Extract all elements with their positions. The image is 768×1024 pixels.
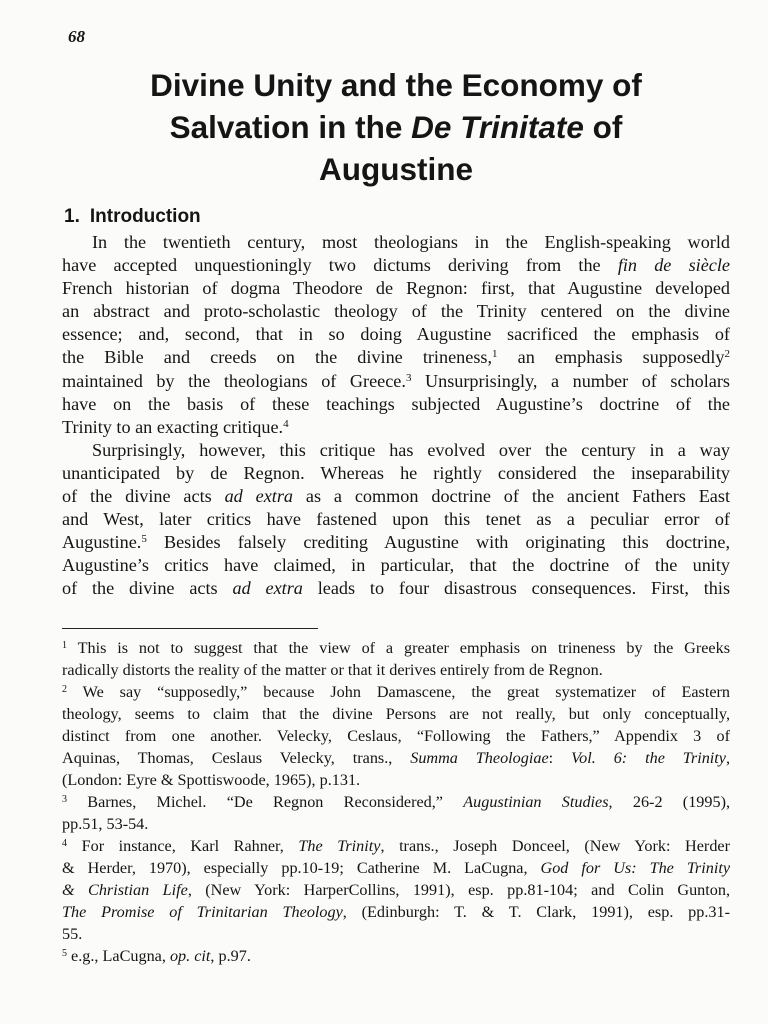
- chapter-title: [62, 64, 730, 190]
- body-line: In the twentieth century, most theologians in the English-speaking world: [92, 232, 730, 252]
- body-line: [62, 254, 730, 277]
- body-text-run: Trinity to an exacting critique.: [62, 416, 284, 437]
- body-line: French historian of dogma Theodore de Regnon: first, that Augustine developed: [62, 278, 730, 299]
- footnote-line: theology, seems to claim that the divine Persons are not really, but only conceptually,: [62, 705, 730, 723]
- body-text-run: of the divine acts: [62, 486, 225, 507]
- footnote-text: , (New York: HarperCollins, 1991), esp. pp.81-104; and Colin Gunton,: [187, 881, 730, 899]
- footnote-text: , 26-2 (1995),: [608, 793, 731, 811]
- footnote-2: [62, 681, 730, 703]
- section-title: Introduction: [89, 206, 201, 227]
- body-line: [62, 370, 730, 393]
- body-line: [62, 346, 730, 369]
- footnote-ref-3[interactable]: 3: [405, 371, 412, 384]
- footnote-mark: 5: [62, 948, 67, 959]
- body-line: essence; and, second, that in so doing Augustine sacrificed the emphasis of: [62, 324, 730, 345]
- body-line: [62, 577, 730, 600]
- footnote-text: We say “supposedly,” because John Damascene, the great systematizer of Eastern: [82, 683, 730, 701]
- body-italic-run: fin de siècle: [617, 255, 730, 276]
- footnote-text: e.g., LaCugna,: [71, 947, 170, 965]
- footnote-text: Barnes, Michel. “De Regnon Reconsidered,”: [87, 793, 464, 811]
- body-line: Surprisingly, however, this critique has evolved over the century in a way: [92, 439, 730, 460]
- footnotes: [62, 637, 730, 967]
- body-line: [62, 416, 730, 439]
- footnote-4: [62, 835, 730, 857]
- footnote-italic-text: The Promise of Trinitarian Theology: [62, 903, 343, 921]
- body-line: have on the basis of these teachings subjected Augustine’s doctrine of the: [62, 393, 730, 414]
- footnote-ref-2[interactable]: 2: [724, 348, 730, 361]
- body-text-run: as a common doctrine of the ancient Fathers East: [293, 486, 731, 507]
- body-text-run: leads to four disastrous consequences. First, this: [302, 578, 731, 599]
- footnote-line: [62, 857, 730, 879]
- title-line-2: [62, 106, 730, 148]
- footnote-text: :: [548, 749, 572, 767]
- section-heading: [64, 206, 201, 228]
- body-line: an abstract and proto-scholastic theology of the Trinity centered on the divine: [62, 301, 730, 322]
- footnote-mark: 4: [62, 838, 67, 849]
- footnote-line: 55.: [62, 925, 83, 943]
- footnote-text: , trans., Joseph Donceel, (New York: Herder: [380, 837, 730, 855]
- title-italic-text: De Trinitate: [411, 109, 584, 145]
- footnote-mark: 2: [62, 684, 67, 695]
- title-line-3: Augustine: [319, 151, 473, 187]
- footnote-mark: 3: [62, 794, 67, 805]
- body-line: Augustine’s critics have claimed, in particular, that the doctrine of the unity: [62, 555, 730, 576]
- body-text-run: of the divine acts: [62, 578, 233, 599]
- footnote-line: [62, 879, 730, 901]
- section-number: 1.: [64, 206, 80, 227]
- footnote-italic-text: Augustinian Studies: [463, 793, 609, 811]
- footnote-line: distinct from one another. Velecky, Ceslaus, “Following the Fathers,” Appendix 3 of: [62, 727, 730, 745]
- footnote-3: [62, 791, 730, 813]
- footnote-text: ,: [725, 749, 731, 767]
- body-text-run: the Bible and creeds on the divine trineness,: [62, 347, 493, 368]
- body-italic-run: ad extra: [224, 486, 294, 507]
- body-line: [62, 485, 730, 508]
- page-number: 68: [68, 27, 85, 46]
- body-italic-run: ad extra: [232, 578, 303, 599]
- title-text: of: [583, 109, 623, 145]
- footnote-1: [62, 637, 730, 659]
- footnote-text: , p.97.: [210, 947, 251, 965]
- body-text: [62, 231, 730, 601]
- footnote-italic-text: Summa Theologiae: [410, 749, 549, 767]
- footnote-line: [62, 901, 730, 923]
- title-text: Salvation in the: [169, 109, 412, 145]
- footnote-line: [62, 747, 730, 769]
- footnote-text: , (Edinburgh: T. & T. Clark, 1991), esp. pp.31-: [342, 903, 730, 921]
- footnote-divider: [62, 628, 318, 629]
- footnote-5: [62, 945, 730, 967]
- title-line-1: Divine Unity and the Economy of: [150, 67, 642, 103]
- body-text-run: Augustine.: [62, 532, 142, 553]
- footnote-italic-text: The Trinity: [298, 837, 381, 855]
- body-text-run: maintained by the theologians of Greece.: [62, 370, 406, 391]
- footnote-text: & Herder, 1970), especially pp.10-19; Catherine M. LaCugna,: [62, 859, 541, 877]
- footnote-line: pp.51, 53-54.: [62, 815, 149, 833]
- footnote-ref-4[interactable]: 4: [283, 417, 289, 430]
- footnote-mark: 1: [62, 640, 67, 651]
- body-text-run: have accepted unquestioningly two dictums deriving from the: [62, 255, 618, 276]
- footnote-italic-text: & Christian Life: [62, 881, 188, 899]
- footnote-italic-text: op. cit: [169, 947, 211, 965]
- footnote-text: For instance, Karl Rahner,: [81, 837, 299, 855]
- body-line: [62, 531, 730, 554]
- body-text-run: an emphasis supposedly: [497, 347, 725, 368]
- body-text-run: Unsurprisingly, a number of scholars: [411, 370, 730, 391]
- footnote-italic-text: God for Us: The Trinity: [540, 859, 731, 877]
- body-line: unanticipated by de Regnon. Whereas he rightly considered the inseparability: [62, 462, 730, 483]
- footnote-line: (London: Eyre & Spottiswoode, 1965), p.131.: [62, 771, 361, 789]
- footnote-line: radically distorts the reality of the matter or that it derives entirely from de Regnon.: [62, 661, 603, 679]
- footnote-italic-text: Vol. 6: the Trinity: [571, 749, 726, 767]
- footnote-ref-1[interactable]: 1: [492, 348, 498, 361]
- footnote-text: This is not to suggest that the view of a greater emphasis on trineness by the Greeks: [77, 639, 730, 657]
- footnote-text: Aquinas, Thomas, Ceslaus Velecky, trans.,: [62, 749, 411, 767]
- body-text-run: Besides falsely crediting Augustine with originating this doctrine,: [146, 532, 730, 553]
- body-line: and West, later critics have fastened upon this tenet as a peculiar error of: [62, 509, 730, 530]
- footnote-ref-5[interactable]: 5: [141, 533, 147, 546]
